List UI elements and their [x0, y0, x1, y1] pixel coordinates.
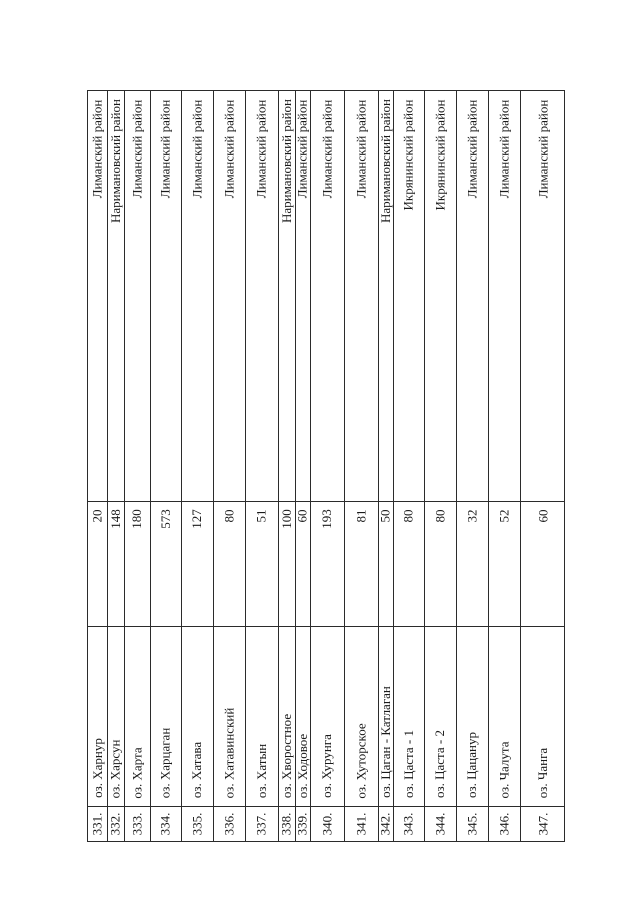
row-number: 338.: [278, 812, 294, 835]
district-name: Лиманский район: [89, 99, 105, 198]
area-value: 80: [221, 509, 236, 522]
area-value: 80: [432, 509, 447, 522]
row-number: 344.: [431, 812, 447, 835]
area-value: 193: [318, 509, 334, 529]
lake-name: оз. Харта: [129, 746, 145, 799]
district-name: Лиманский район: [495, 99, 511, 198]
lake-name: оз. Хворостное: [278, 713, 294, 799]
row-divider: [520, 91, 521, 841]
area-value: 20: [89, 509, 105, 522]
area-value: 60: [294, 509, 310, 522]
row-divider: [150, 91, 151, 841]
row-divider: [456, 91, 457, 841]
district-name: Икрянинский район: [432, 99, 447, 210]
district-name: Наримановский район: [107, 99, 123, 223]
area-value: 573: [157, 509, 173, 529]
lake-name: оз. Ходовое: [294, 733, 310, 799]
row-number: 346.: [495, 812, 511, 835]
district-name: Лиманский район: [220, 99, 236, 198]
row-divider: [181, 91, 182, 841]
row-divider: [488, 91, 489, 841]
district-name: Лиманский район: [253, 99, 269, 198]
row-divider: [424, 91, 425, 841]
row-divider: [124, 91, 125, 841]
row-divider: [213, 91, 214, 841]
row-divider: [344, 91, 345, 841]
row-number: 342.: [377, 812, 393, 835]
district-name: Лиманский район: [463, 99, 479, 198]
row-number: 336.: [220, 812, 236, 835]
lake-name: оз. Хуторское: [353, 722, 369, 799]
row-number: 341.: [352, 812, 368, 835]
district-name: Лиманский район: [352, 99, 368, 198]
column-divider: [88, 626, 564, 627]
district-name: Лиманский район: [534, 99, 550, 198]
area-value: 32: [464, 509, 479, 522]
area-value: 80: [400, 509, 416, 522]
area-value: 50: [377, 509, 393, 522]
area-value: 100: [278, 509, 294, 529]
district-name: Наримановский район: [278, 99, 294, 223]
area-value: 60: [535, 509, 550, 522]
row-number: 345.: [463, 812, 479, 835]
area-value: 127: [188, 509, 204, 529]
lake-name: оз. Чанга: [535, 747, 551, 799]
district-name: Лиманский район: [128, 99, 144, 198]
area-value: 148: [107, 509, 123, 529]
area-value: 180: [128, 509, 144, 529]
lake-name: оз. Хатавинский: [220, 707, 236, 798]
lake-name: оз. Хатава: [189, 741, 205, 799]
district-name: Лиманский район: [157, 99, 173, 198]
lake-name: оз. Цаста - 2: [432, 729, 448, 799]
row-number: 331.: [89, 812, 105, 835]
row-number: 333.: [128, 812, 144, 835]
lake-name: оз. Хатын: [253, 743, 269, 799]
lake-name: оз. Харцаган: [157, 727, 173, 798]
lake-name: оз. Цаста - 1: [400, 729, 416, 799]
district-name: Икрянинский район: [400, 99, 416, 210]
district-name: Лиманский район: [294, 99, 310, 198]
row-number: 347.: [534, 812, 550, 835]
row-number: 334.: [157, 812, 173, 835]
lake-name: оз. Харнур: [89, 738, 105, 798]
row-number: 335.: [188, 812, 204, 835]
district-name: Наримановский район: [377, 99, 393, 223]
district-name: Лиманский район: [188, 99, 204, 198]
row-number: 332.: [107, 812, 123, 835]
column-divider: [88, 501, 564, 502]
district-name: Лиманский район: [318, 99, 334, 198]
column-divider: [88, 806, 564, 807]
area-value: 52: [496, 509, 511, 522]
lake-name: оз. Хурунга: [318, 734, 334, 798]
row-number: 340.: [318, 812, 334, 835]
row-divider: [310, 91, 311, 841]
row-number: 337.: [253, 812, 269, 835]
lake-name: оз. Чалута: [496, 740, 512, 799]
lake-name: оз. Цаган - Катлаган: [377, 686, 393, 798]
lake-name: оз. Харсун: [107, 739, 123, 798]
row-number: 343.: [400, 812, 416, 835]
row-divider: [393, 91, 394, 841]
area-value: 51: [253, 509, 269, 522]
row-divider: [245, 91, 246, 841]
lake-name: оз. Цацанур: [463, 732, 479, 798]
lakes-table: [87, 90, 565, 842]
row-divider: [295, 91, 296, 841]
row-number: 339.: [294, 812, 310, 835]
area-value: 81: [353, 509, 368, 522]
